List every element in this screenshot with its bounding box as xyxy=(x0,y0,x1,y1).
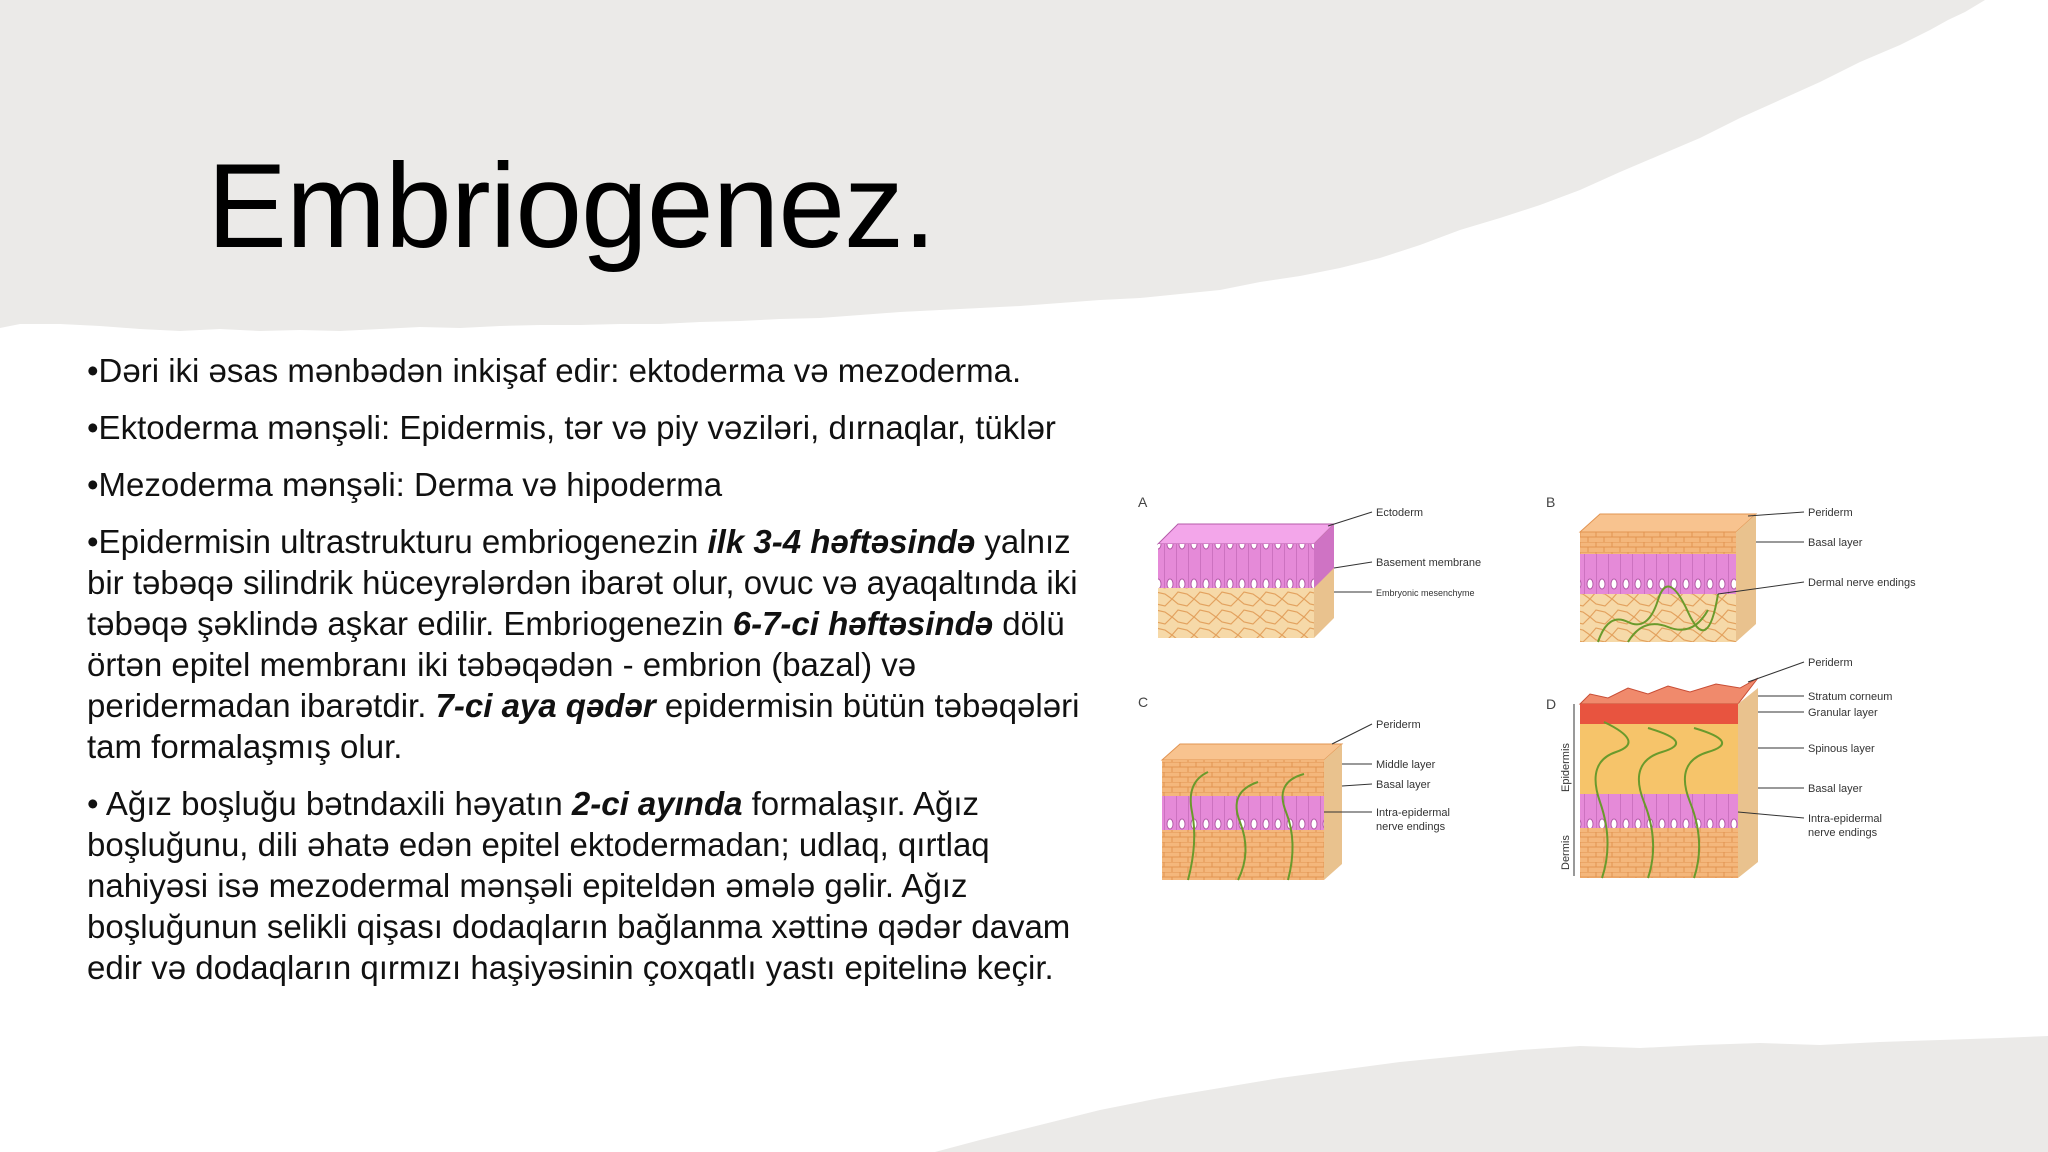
panel-a-mesenchyme xyxy=(1158,588,1314,638)
panel-d-letter: D xyxy=(1546,696,1557,712)
label-b-periderm: Periderm xyxy=(1808,507,1853,519)
label-d-periderm: Periderm xyxy=(1808,657,1853,669)
label-b-dermal-nerve-endings: Dermal nerve endings xyxy=(1808,577,1916,589)
label-c-periderm: Periderm xyxy=(1376,719,1421,731)
label-d-stratum-corneum: Stratum corneum xyxy=(1808,691,1893,703)
label-d-basal-layer: Basal layer xyxy=(1808,783,1863,795)
skin-development-figure xyxy=(1128,482,1940,882)
label-d-granular-layer: Granular layer xyxy=(1808,707,1878,719)
panel-d xyxy=(1546,657,1892,878)
emphasis-month-2: 2-ci ayında xyxy=(571,785,743,822)
bullet-sources: •Dəri iki əsas mənbədən inkişaf edir: ektoderma və mezoderma. xyxy=(87,352,1022,389)
panel-a-ectoderm xyxy=(1158,544,1314,588)
emphasis-month-7: 7-ci aya qədər xyxy=(435,687,656,724)
label-c-nerve-endings: nerve endings xyxy=(1376,821,1446,833)
label-d-nerve-endings: nerve endings xyxy=(1808,827,1878,839)
panel-c xyxy=(1138,694,1450,880)
slide-title: Embriogenez. xyxy=(207,139,936,273)
panel-d-stratum-corneum xyxy=(1580,704,1738,724)
panel-b-periderm xyxy=(1580,532,1736,554)
label-a-basement-membrane: Basement membrane xyxy=(1376,557,1482,569)
label-d-intra-epidermal: Intra-epidermal xyxy=(1808,813,1882,825)
label-a-embryonic-mesenchyme: Embryonic mesenchyme xyxy=(1376,588,1475,598)
panel-b-basal xyxy=(1580,554,1736,594)
panel-b xyxy=(1546,494,1916,642)
label-c-intra-epidermal: Intra-epidermal xyxy=(1376,807,1450,819)
label-c-middle-layer: Middle layer xyxy=(1376,759,1436,771)
bottom-gray-shape xyxy=(935,1036,2048,1152)
label-a-ectoderm: Ectoderm xyxy=(1376,507,1424,519)
panel-c-basal xyxy=(1162,796,1324,830)
slide-body xyxy=(87,350,1087,1004)
emphasis-weeks-6-7: 6-7-ci həftəsində xyxy=(732,605,994,642)
panel-c-dermis xyxy=(1162,830,1324,880)
label-d-dermis: Dermis xyxy=(1560,835,1572,870)
panel-a-letter: A xyxy=(1138,494,1148,510)
bullet-epidermis-ultrastructure: •Epidermisin ultrastrukturu embriogenezin ilk 3-4 həftəsində yalnız bir təbəqə silindrik hüceyrələrdən ibarət olur, ovuc və ayaqaltında iki təbəqə şəklində aşkar edilir. Embriogenezin 6-7-ci həftəsində dölü örtən epitel membranı iki təbəqədən - embrion (bazal) və peridermadan ibarətdir. 7-ci aya qədər epidermisin bütün təbəqələri tam formalaşmış olur. xyxy=(87,523,1080,765)
bullet-oral-cavity: • Ağız boşluğu bətndaxili həyatın 2-ci ayında formalaşır. Ağız boşluğunu, dili əhatə edən epitel ektodermadan; udlaq, qırtlaq nahiyəsi isə mezodermal mənşəli epiteldən əmələ gəlir. Ağız boşluğunun selikli qişası dodaqların bağlanma xəttinə qədər davam edir və dodaqların qırmızı haşiyəsinin çoxqatlı yastı epitelinə keçir. xyxy=(87,785,1071,986)
label-b-basal-layer: Basal layer xyxy=(1808,537,1863,549)
label-d-spinous-layer: Spinous layer xyxy=(1808,743,1875,755)
bullet-ectoderm-origin: •Ektoderma mənşəli: Epidermis, tər və piy vəziləri, dırnaqlar, tüklər xyxy=(87,409,1056,446)
label-d-epidermis: Epidermis xyxy=(1560,743,1572,792)
bullet-mesoderm-origin: •Mezoderma mənşəli: Derma və hipoderma xyxy=(87,466,723,503)
panel-c-letter: C xyxy=(1138,694,1149,710)
label-c-basal-layer: Basal layer xyxy=(1376,779,1431,791)
panel-a xyxy=(1138,494,1481,638)
emphasis-weeks-3-4: ilk 3-4 həftəsində xyxy=(707,523,976,560)
panel-b-letter: B xyxy=(1546,494,1556,510)
